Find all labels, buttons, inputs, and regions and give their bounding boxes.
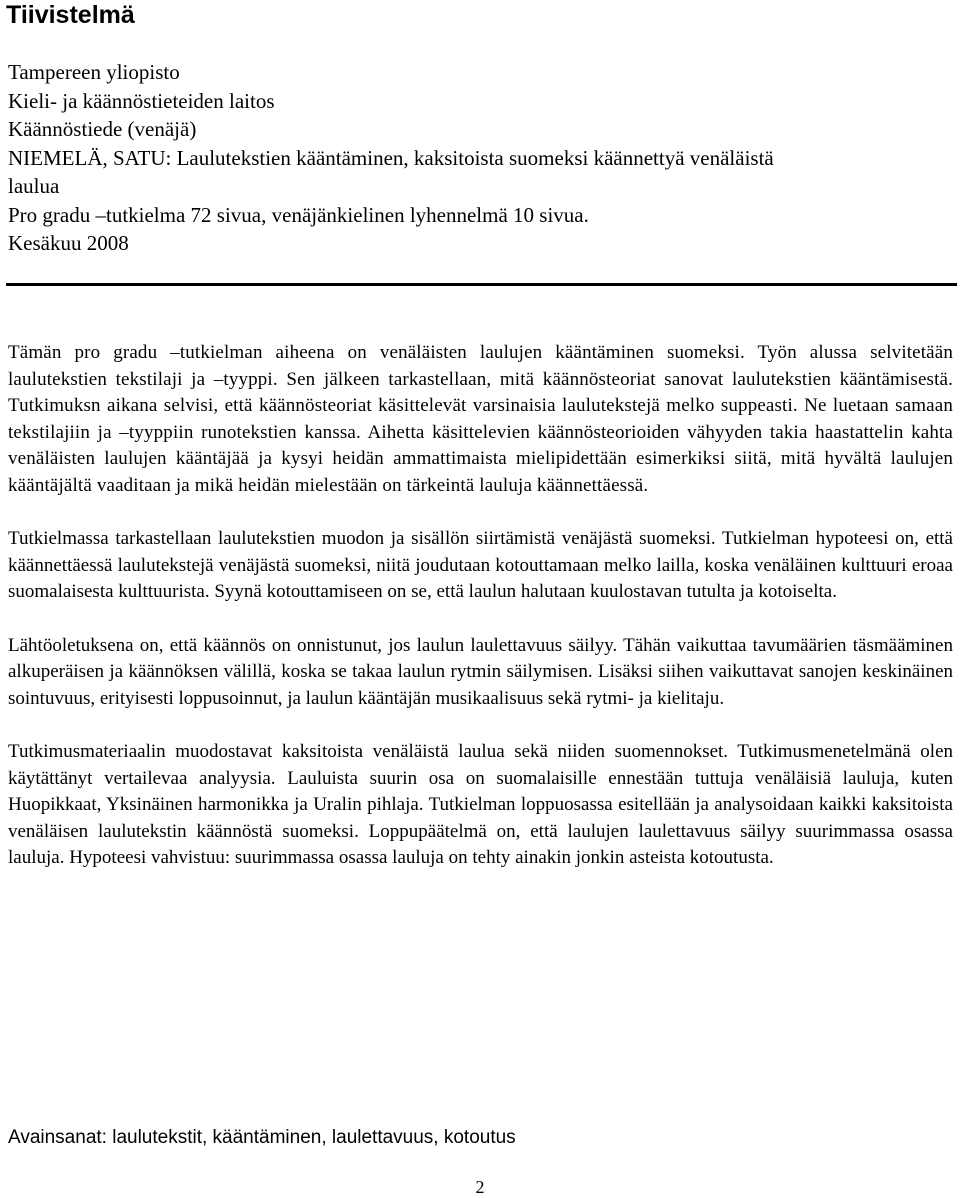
date-line: Kesäkuu 2008 — [8, 231, 129, 255]
author-title-line: NIEMELÄ, SATU: Laulutekstien kääntäminen, kaksitoista suomeksi käännettyä venäläistä — [8, 145, 774, 170]
abstract-paragraph-4: Tutkimusmateriaalin muodostavat kaksitoista venäläistä laulua sekä niiden suomennokset. Tutkimusmenetelmänä olen käytättänyt vertailevaa analyysia. Lauluista suurin osa on suomalaisille ennestään tuttuja venäläisiä lauluja, kuten Huopikkaat, Yksinäinen harmonikka ja Uralin pihlaja. Tutkielman loppuosassa esitellään ja analysoidaan kaikki kaksitoista venäläisen laulutekstin käännöstä suomeksi. Loppupäätelmä on, että laulujen laulettavuus säilyy suurimmassa osassa lauluja. Hypoteesi vahvistuu: suurimmassa osassa lauluja on tehty ainakin jonkin asteista kotoutusta. — [8, 741, 953, 868]
page-number: 2 — [475, 1177, 485, 1197]
thesis-metadata — [8, 58, 958, 258]
university-line: Tampereen yliopisto — [8, 60, 180, 84]
abstract-paragraph-3: Lähtöoletuksena on, että käännös on onnistunut, jos laulun laulettavuus säilyy. Tähän vaikuttaa tavumäärien täsmääminen alkuperäisen ja käännöksen välillä, koska se takaa laulun rytmin säilymisen. Lisäksi siihen vaikuttavat sanojen keskinäinen sointuvuus, erityisesti loppusoinnut, ja laulun kääntäjän musikaalisuus sekä rytmi- ja kielitaju. — [8, 634, 953, 709]
keywords-line: Avainsanat: laulutekstit, kääntäminen, laulettavuus, kotoutus — [8, 1127, 516, 1148]
page-title: Tiivistelmä — [6, 1, 135, 29]
subject-line: Käännöstiede (venäjä) — [8, 117, 197, 141]
author-title-continuation: laulua — [8, 174, 60, 198]
horizontal-divider — [6, 283, 957, 286]
abstract-paragraph-1: Tämän pro gradu –tutkielman aiheena on venäläisten laulujen kääntäminen suomeksi. Työn alussa selvitetään laulutekstien tekstilaji ja –tyyppi. Sen jälkeen tarkastellaan, mitä käännösteoriat sanovat laulutekstien kääntämisestä. Tutkimuksn aikana selvisi, että käännösteoriat käsittelevät varsinaisia laulutekstejä melko suppeasti. Ne luetaan samaan tekstilajiin ja –tyyppiin runotekstien kanssa. Aihetta käsittelevien käännösteorioiden vähyyden takia haastattelin kahta venäläisten laulujen kääntäjää ja kysyi heidän ammattimaista mielipidettään esimerkiksi siitä, mitä hyvältä laulujen kääntäjältä vaaditaan ja mikä heidän mielestään on tärkeintä lauluja käännettäessä. — [8, 342, 953, 496]
department-line: Kieli- ja käännöstieteiden laitos — [8, 88, 275, 113]
thesis-type-line: Pro gradu –tutkielma 72 sivua, venäjänkielinen lyhennelmä 10 sivua. — [8, 202, 589, 227]
abstract-body — [8, 340, 953, 899]
abstract-paragraph-2: Tutkielmassa tarkastellaan laulutekstien muodon ja sisällön siirtämistä venäjästä suomeksi. Tutkielman hypoteesi on, että käännettäessä laulutekstejä venäjästä suomeksi, niitä joudutaan kotouttamaan melko lailla, koska venäläinen kulttuuri eroaa suomalaisesta kulttuurista. Syynä kotouttamiseen on se, että laulun halutaan kuulostavan tutulta ja kotoiselta. — [8, 528, 953, 602]
